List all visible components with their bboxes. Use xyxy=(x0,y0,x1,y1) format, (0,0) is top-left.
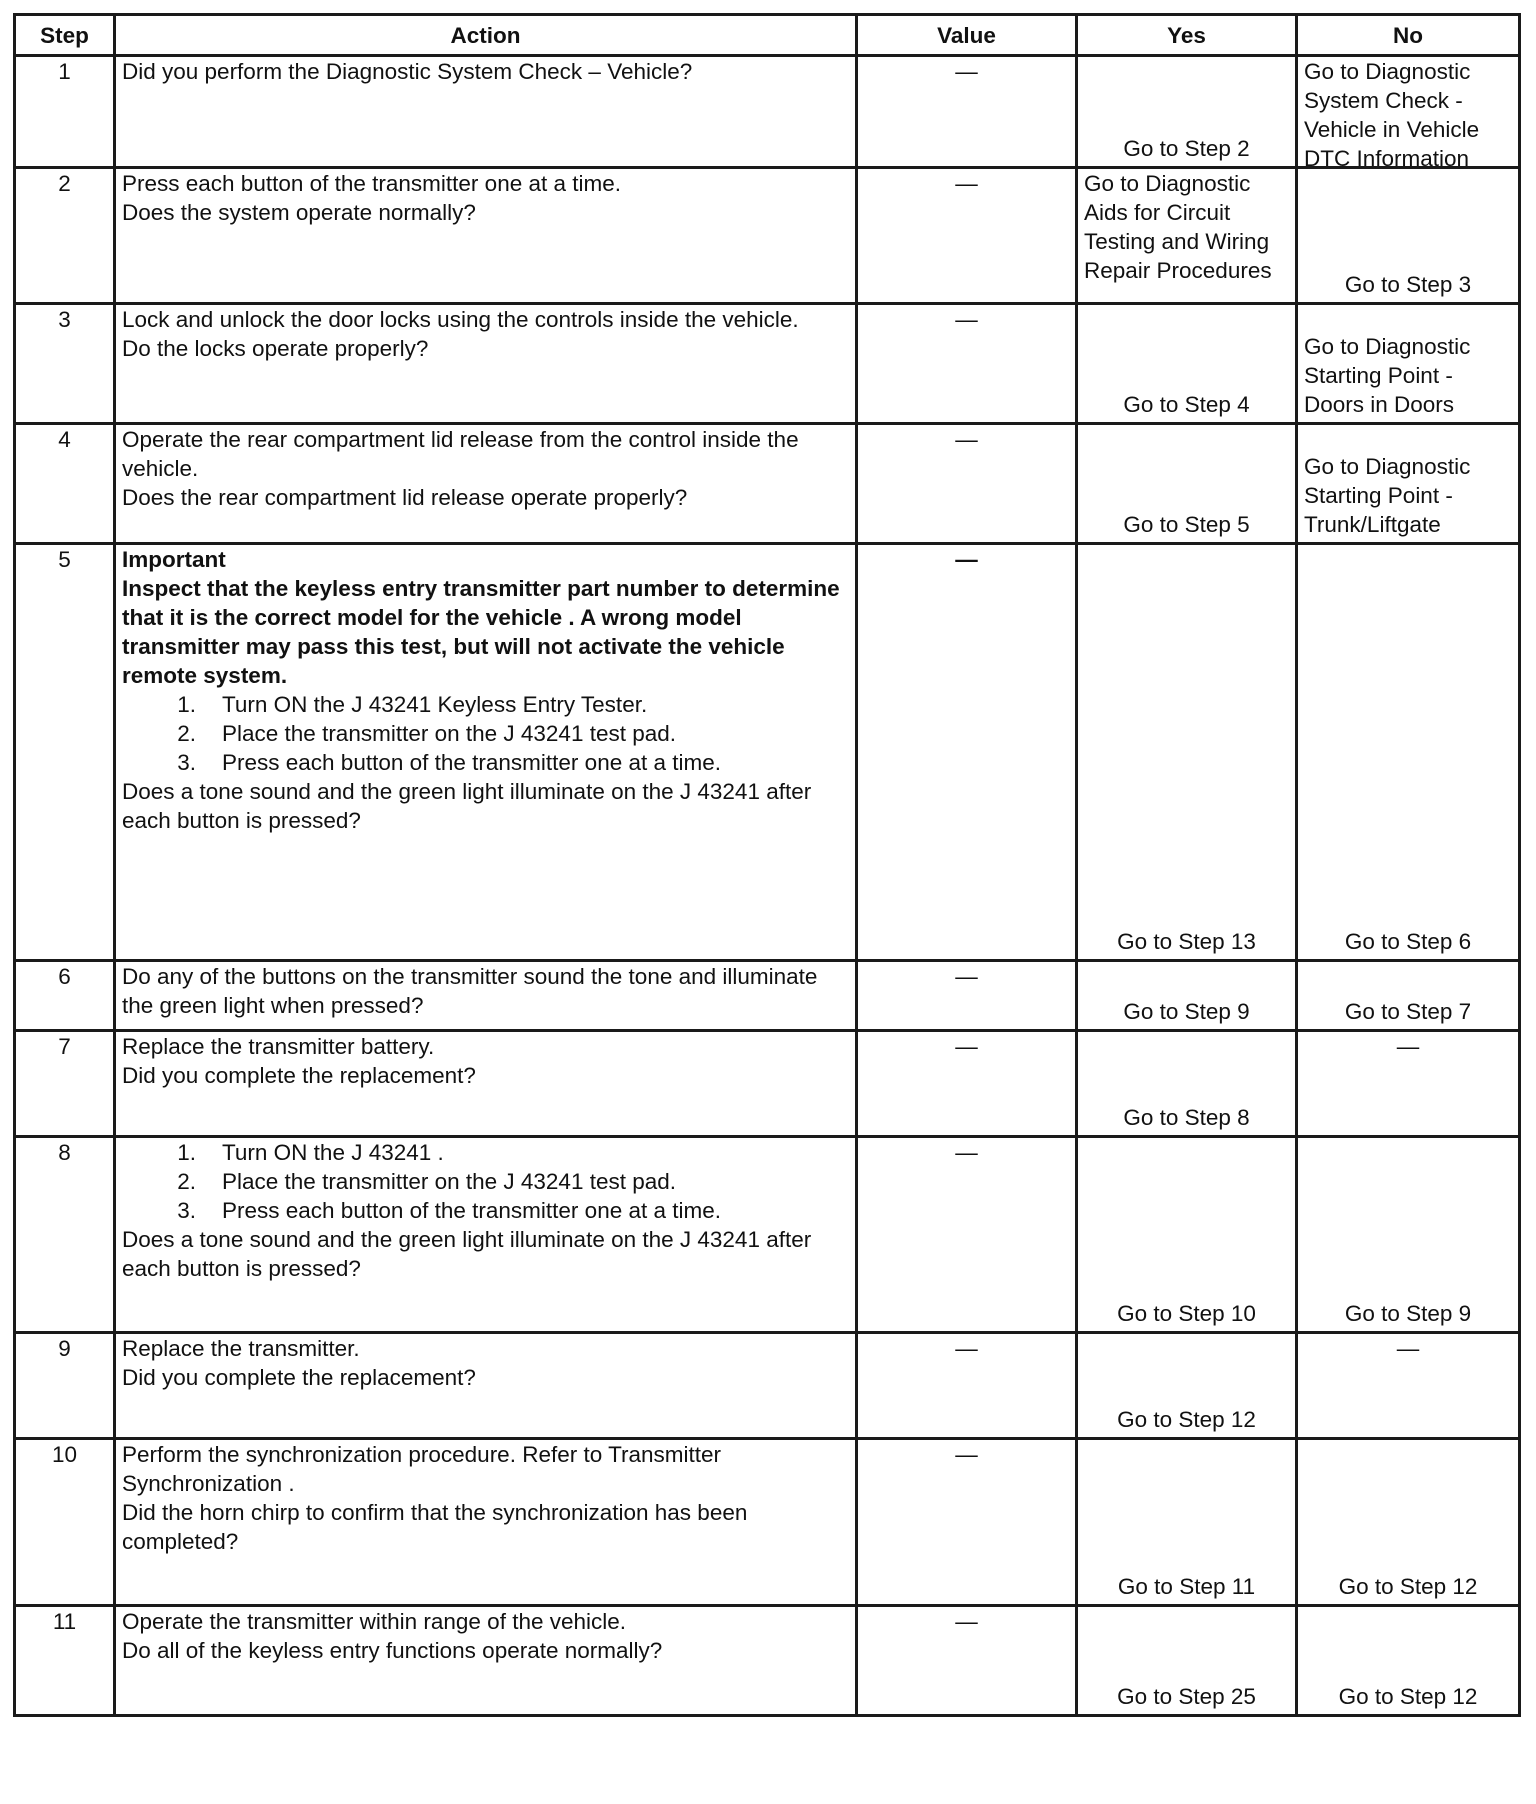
no-cell xyxy=(1297,168,1520,304)
action-cell xyxy=(115,168,857,304)
diagnostic-table-page xyxy=(13,13,1521,1717)
header-step: Step xyxy=(15,15,115,56)
step-number: 8 xyxy=(15,1137,115,1333)
action-cell xyxy=(115,1333,857,1439)
value-cell: — xyxy=(857,1439,1077,1606)
action-cell xyxy=(115,304,857,424)
table-row xyxy=(15,544,1520,961)
action-cell xyxy=(115,1031,857,1137)
value-cell: — xyxy=(857,168,1077,304)
no-link[interactable]: Go to Step 6 xyxy=(1344,929,1472,954)
yes-cell xyxy=(1077,168,1297,304)
action-question: Does the system operate normally? xyxy=(122,200,476,225)
yes-link[interactable]: Go to Step 9 xyxy=(1123,999,1250,1024)
action-question: Does a tone sound and the green light illuminate on the J 43241 after each button is pressed? xyxy=(122,779,812,833)
yes-link[interactable]: Go to Step 8 xyxy=(1123,1105,1250,1130)
no-cell xyxy=(1297,1606,1520,1716)
value-dash: — xyxy=(955,547,978,572)
list-item: 2. Place the transmitter on the J 43241 test pad. xyxy=(177,1169,677,1194)
procedure-list xyxy=(122,1138,849,1225)
no-cell xyxy=(1297,1439,1520,1606)
yes-link[interactable]: Go to Step 13 xyxy=(1117,929,1256,954)
yes-link[interactable]: Go to Step 4 xyxy=(1123,392,1250,417)
step-number: 6 xyxy=(15,961,115,1031)
list-item: 3. Press each button of the transmitter one at a time. xyxy=(177,750,722,775)
no-link[interactable]: Go to Diagnostic Starting Point - Doors in Doors xyxy=(1304,334,1471,417)
table-row xyxy=(15,56,1520,168)
value-cell: — xyxy=(857,961,1077,1031)
action-question: Do all of the keyless entry functions operate normally? xyxy=(122,1638,663,1663)
yes-link[interactable]: Go to Step 12 xyxy=(1117,1407,1256,1432)
no-link[interactable]: Go to Diagnostic System Check - Vehicle in Vehicle DTC Information xyxy=(1304,59,1480,171)
action-cell xyxy=(115,1439,857,1606)
header-row xyxy=(15,15,1520,56)
step-number: 9 xyxy=(15,1333,115,1439)
action-instruction: Operate the rear compartment lid release from the control inside the vehicle. xyxy=(122,427,799,481)
no-link[interactable]: Go to Step 12 xyxy=(1338,1574,1478,1599)
value-cell: — xyxy=(857,56,1077,168)
value-cell: — xyxy=(857,424,1077,544)
step-number: 7 xyxy=(15,1031,115,1137)
no-link[interactable]: Go to Diagnostic Starting Point - Trunk/Liftgate xyxy=(1304,454,1471,537)
action-cell xyxy=(115,56,857,168)
step-number: 2 xyxy=(15,168,115,304)
list-item: 2. Place the transmitter on the J 43241 test pad. xyxy=(177,721,677,746)
no-cell xyxy=(1297,961,1520,1031)
no-link[interactable]: Go to Step 9 xyxy=(1344,1301,1472,1326)
table-row xyxy=(15,1439,1520,1606)
step-number: 4 xyxy=(15,424,115,544)
yes-link[interactable]: Go to Step 10 xyxy=(1117,1301,1256,1326)
no-cell xyxy=(1297,304,1520,424)
table-row xyxy=(15,1137,1520,1333)
header-action: Action xyxy=(115,15,857,56)
value-cell: — xyxy=(857,304,1077,424)
table-row xyxy=(15,304,1520,424)
list-item: 3. Press each button of the transmitter one at a time. xyxy=(177,1198,722,1223)
yes-link[interactable]: Go to Step 11 xyxy=(1117,1574,1256,1599)
yes-cell xyxy=(1077,304,1297,424)
no-cell xyxy=(1297,424,1520,544)
table-row xyxy=(15,1031,1520,1137)
yes-cell xyxy=(1077,544,1297,961)
important-title: Important xyxy=(122,547,226,572)
no-cell xyxy=(1297,56,1520,171)
action-question: Does a tone sound and the green light illuminate on the J 43241 after each button is pressed? xyxy=(122,1227,812,1281)
action-instruction: Lock and unlock the door locks using the controls inside the vehicle. xyxy=(122,307,799,332)
yes-link[interactable]: Go to Diagnostic Aids for Circuit Testing and Wiring Repair Procedures xyxy=(1084,171,1272,283)
action-cell xyxy=(115,544,857,961)
action-instruction: Perform the synchronization procedure. Refer to Transmitter Synchronization . xyxy=(122,1442,722,1496)
table-row xyxy=(15,424,1520,544)
action-question: Did you complete the replacement? xyxy=(122,1365,476,1390)
diagnostic-table xyxy=(13,13,1521,1717)
action-instruction: Press each button of the transmitter one at a time. xyxy=(122,171,622,196)
action-cell xyxy=(115,1606,857,1716)
no-link[interactable]: Go to Step 3 xyxy=(1344,272,1472,297)
yes-cell xyxy=(1077,1606,1297,1716)
action-question: Does the rear compartment lid release operate properly? xyxy=(122,485,688,510)
value-cell: — xyxy=(857,1137,1077,1333)
important-text: Inspect that the keyless entry transmitter part number to determine that it is the correct model for the vehicle . A wrong model transmitter may pass this test, but will not activate the vehicle remote system. xyxy=(122,576,840,688)
list-item: 1. Turn ON the J 43241 . xyxy=(177,1140,444,1165)
no-link[interactable]: Go to Step 7 xyxy=(1344,999,1472,1024)
action-question: Did the horn chirp to confirm that the synchronization has been completed? xyxy=(122,1500,748,1554)
value-cell: — xyxy=(857,1333,1077,1439)
yes-cell xyxy=(1077,961,1297,1031)
table-row xyxy=(15,1333,1520,1439)
table-row xyxy=(15,1606,1520,1716)
yes-link[interactable]: Go to Step 25 xyxy=(1117,1684,1256,1709)
action-cell xyxy=(115,961,857,1031)
yes-cell xyxy=(1077,1333,1297,1439)
step-number: 3 xyxy=(15,304,115,424)
header-value: Value xyxy=(857,15,1077,56)
yes-cell xyxy=(1077,56,1297,168)
no-cell: — xyxy=(1297,1031,1520,1137)
yes-link[interactable]: Go to Step 5 xyxy=(1123,512,1250,537)
header-no: No xyxy=(1297,15,1520,56)
step-number: 5 xyxy=(15,544,115,961)
step-number: 11 xyxy=(15,1606,115,1716)
list-item: 1. Turn ON the J 43241 Keyless Entry Tester. xyxy=(177,692,648,717)
action-text: Did you perform the Diagnostic System Check – Vehicle? xyxy=(122,59,693,84)
action-question: Did you complete the replacement? xyxy=(122,1063,476,1088)
no-link[interactable]: Go to Step 12 xyxy=(1338,1684,1478,1709)
header-yes: Yes xyxy=(1077,15,1297,56)
action-instruction: Replace the transmitter battery. xyxy=(122,1034,435,1059)
yes-link[interactable]: Go to Step 2 xyxy=(1123,136,1250,161)
value-cell xyxy=(857,544,1077,961)
step-number: 10 xyxy=(15,1439,115,1606)
action-text: Do any of the buttons on the transmitter sound the tone and illuminate the green light when pressed? xyxy=(122,964,818,1018)
action-instruction: Replace the transmitter. xyxy=(122,1336,360,1361)
table-row xyxy=(15,168,1520,304)
action-cell xyxy=(115,1137,857,1333)
yes-cell xyxy=(1077,1137,1297,1333)
yes-cell xyxy=(1077,424,1297,544)
value-cell: — xyxy=(857,1031,1077,1137)
action-question: Do the locks operate properly? xyxy=(122,336,429,361)
no-cell xyxy=(1297,544,1520,961)
yes-cell xyxy=(1077,1439,1297,1606)
procedure-list xyxy=(122,690,849,777)
no-cell xyxy=(1297,1137,1520,1333)
table-row xyxy=(15,961,1520,1031)
no-cell: — xyxy=(1297,1333,1520,1439)
step-number: 1 xyxy=(15,56,115,168)
yes-cell xyxy=(1077,1031,1297,1137)
action-instruction: Operate the transmitter within range of the vehicle. xyxy=(122,1609,627,1634)
action-cell xyxy=(115,424,857,544)
value-cell: — xyxy=(857,1606,1077,1716)
